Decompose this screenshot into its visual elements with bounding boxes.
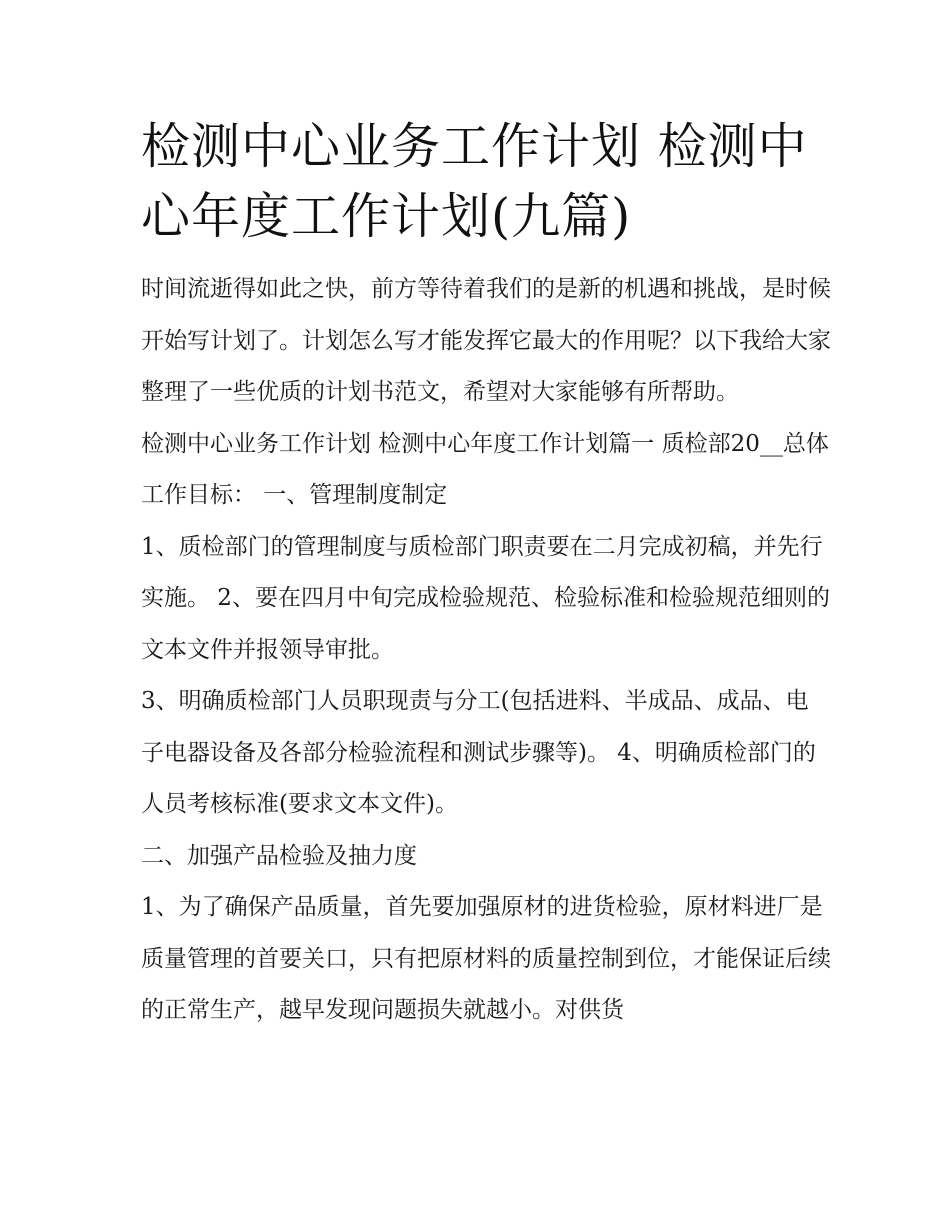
paragraph-section-heading: 检测中心业务工作计划 检测中心年度工作计划篇一 质检部20__总体工作目标： 一、管理制度制定	[141, 430, 829, 508]
document-body	[141, 112, 831, 1037]
paragraph-section-2-heading: 二、加强产品检验及抽力度	[141, 842, 417, 869]
document-title: 检测中心业务工作计划 检测中心年度工作计划(九篇)	[141, 118, 808, 245]
paragraph-item-1-2: 1、质检部门的管理制度与质检部门职责要在二月完成初稿，并先行实施。 2、要在四月中旬完成检验规范、检验标准和检验规范细则的文本文件并报领导审批。	[141, 533, 830, 663]
paragraph-section-2-item-1: 1、为了确保产品质量，首先要加强原材的进货检验，原材料进厂是质量管理的首要关口，只有把原材料的质量控制到位，才能保证后续的正常生产，越早发现问题损失就越小。对供货	[141, 894, 831, 1023]
paragraph-item-3-4: 3、明确质检部门人员职现责与分工(包括进料、半成品、成品、电子电器设备及各部分检验流程和测试步骤等)。 4、明确质检部门的人员考核标准(要求文本文件)。	[141, 688, 816, 817]
paragraph-intro: 时间流逝得如此之快，前方等待着我们的是新的机遇和挑战，是时候开始写计划了。计划怎么写才能发挥它最大的作用呢？以下我给大家整理了一些优质的计划书范文，希望对大家能够有所帮助。	[141, 276, 831, 405]
